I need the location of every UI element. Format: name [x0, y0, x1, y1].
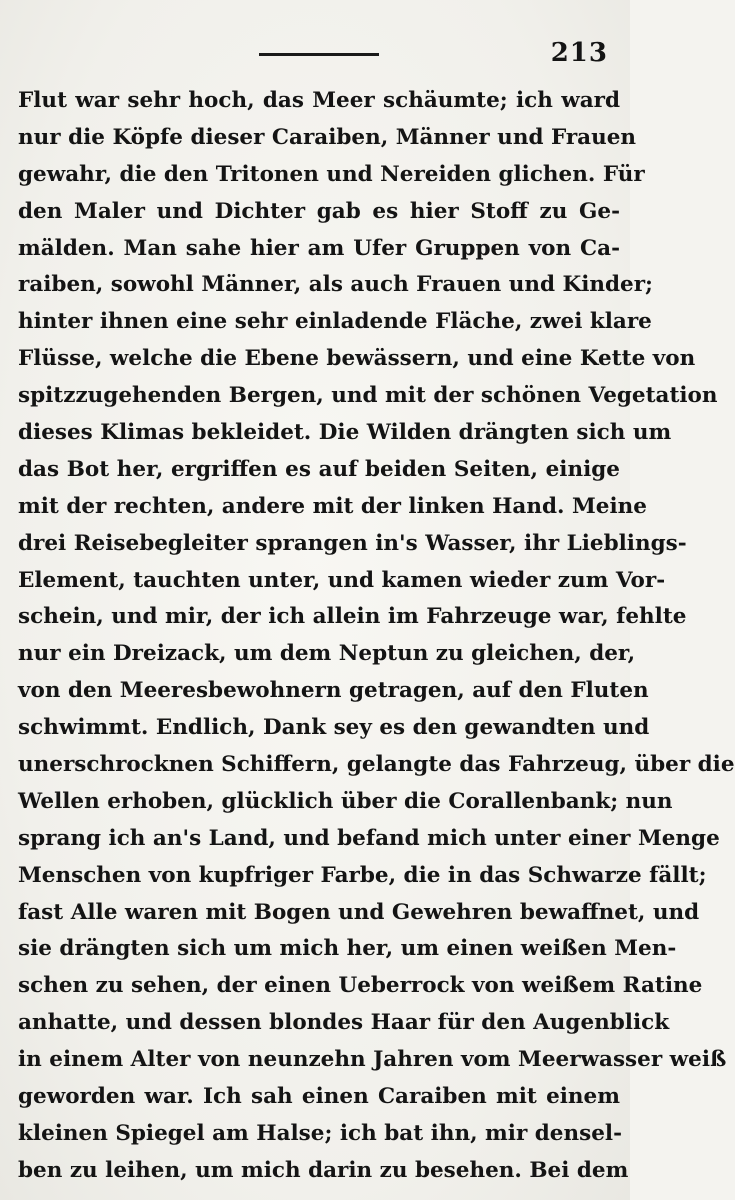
text-line: spitzzugehenden Bergen, und mit der schönen Vegetation	[18, 383, 718, 409]
text-line: sprang ich an's Land, und befand mich unter einer Menge	[18, 825, 720, 851]
text-line: Wellen erhoben, glücklich über die Corallenbank; nun	[18, 788, 673, 814]
text-line: Menschen von kupfriger Farbe, die in das Schwarze fällt;	[18, 862, 707, 888]
text-line: sie drängten sich um mich her, um einen weißen Men-	[18, 936, 677, 962]
text-line: von den Meeresbewohnern getragen, auf den Fluten	[18, 678, 649, 704]
text-line: Element, tauchten unter, und kamen wieder zum Vor-	[18, 567, 666, 593]
text-line: hinter ihnen eine sehr einladende Fläche, zwei klare	[18, 309, 652, 335]
text-line: mälden. Man sahe hier am Ufer Gruppen von Ca-	[18, 235, 620, 261]
text-line: kleinen Spiegel am Halse; ich bat ihn, mir densel-	[18, 1120, 622, 1146]
text-line: Flut war sehr hoch, das Meer schäumte; ich ward	[18, 88, 620, 113]
text-line: drei Reisebegleiter sprangen in's Wasser, ihr Lieblings-	[18, 530, 687, 556]
text-line: ben zu leihen, um mich darin zu besehen. Bei dem	[18, 1157, 629, 1183]
text-line: Flüsse, welche die Ebene bewässern, und eine Kette von	[18, 346, 696, 372]
text-line: fast Alle waren mit Bogen und Gewehren bewaffnet, und	[18, 899, 700, 925]
text-line: raiben, sowohl Männer, als auch Frauen und Kinder;	[18, 272, 653, 298]
header-rule	[259, 53, 379, 56]
text-line: gewahr, die den Tritonen und Nereiden glichen. Für	[18, 161, 645, 187]
page-number: 213	[550, 38, 608, 68]
text-line: nur ein Dreizack, um dem Neptun zu gleichen, der,	[18, 641, 636, 667]
body-text	[18, 83, 735, 1190]
text-line: schwimmt. Endlich, Dank sey es den gewandten und	[18, 715, 650, 741]
text-line: den Maler und Dichter gab es hier Stoff zu Ge-	[18, 198, 620, 224]
text-line: schen zu sehen, der einen Ueberrock von weißem Ratine	[18, 973, 703, 999]
text-line: in einem Alter von neunzehn Jahren vom Meerwasser weiß	[18, 1047, 727, 1073]
text-line: nur die Köpfe dieser Caraiben, Männer und Frauen	[18, 124, 637, 150]
text-line: schein, und mir, der ich allein im Fahrzeuge war, fehlte	[18, 604, 687, 630]
text-line: dieses Klimas bekleidet. Die Wilden drängten sich um	[18, 420, 672, 446]
text-line: anhatte, und dessen blondes Haar für den Augenblick	[18, 1010, 670, 1036]
text-line: unerschrocknen Schiffern, gelangte das Fahrzeug, über die	[18, 752, 735, 778]
text-line: das Bot her, ergriffen es auf beiden Seiten, einige	[18, 456, 620, 482]
text-line: geworden war. Ich sah einen Caraiben mit einem	[18, 1084, 620, 1110]
text-line: mit der rechten, andere mit der linken Hand. Meine	[18, 493, 647, 519]
